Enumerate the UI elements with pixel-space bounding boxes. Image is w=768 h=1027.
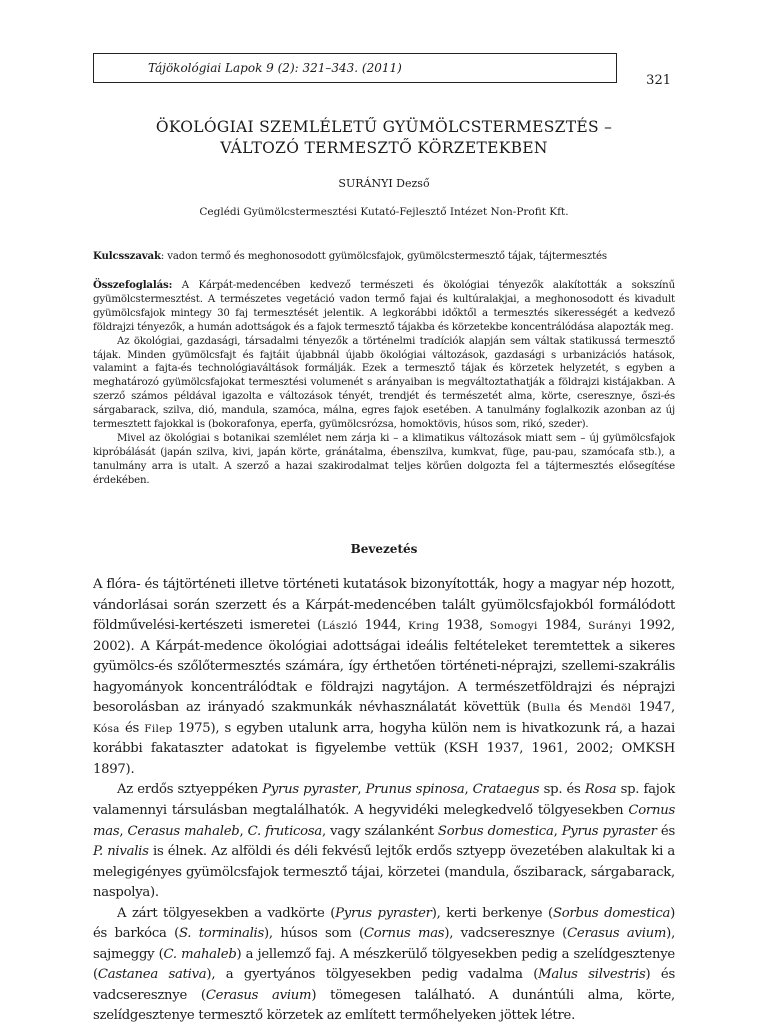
author-affiliation: Ceglédi Gyümölcstermesztési Kutató-Fejlesztő Intézet Non-Profit Kft. bbox=[199, 206, 569, 218]
citation-author: Bulla bbox=[531, 702, 561, 715]
citation-author: László bbox=[322, 620, 358, 633]
species-name: Cerasus avium bbox=[567, 926, 667, 942]
author-name: SURÁNYI Dezső bbox=[338, 177, 430, 190]
citation-author: Mendöl bbox=[589, 702, 632, 715]
keywords-text: : vadon termő és meghonosodott gyümölcsfajok, gyümölcstermesztő tájak, tájtermesztés bbox=[160, 251, 608, 262]
citation-author: Filep bbox=[144, 722, 173, 735]
species-name: Crataegus bbox=[472, 782, 540, 798]
species-name: Pyrus pyraster bbox=[561, 823, 657, 839]
journal-citation: Tájökológiai Lapok 9 (2): 321–343. (2011) bbox=[148, 61, 402, 75]
body-paragraph-3: A zárt tölgyesekben a vadkörte (Pyrus pyraster), kerti berkenye (Sorbus domestica) és barkóca (S. torminalis), húsos som (Cornus mas), vadcseresznye (Cerasus avium), sajmeggy (C. mahaleb) a jellemző faj. A mészkerülő tölgyesekben pedig a szelídgesztenye (Castanea sativa), a gyertyános tölgyesekben pedig vadalma (Malus silvestris) és vadcseresznye (Cerasus avium) tömegesen található. A dunántúli alma, körte, szelídgesztenye termesztő körzetek az említett termőhelyeken jöttek létre. bbox=[93, 905, 676, 1024]
species-name: Rosa bbox=[584, 782, 617, 798]
species-name: Malus silvestris bbox=[538, 967, 646, 983]
journal-citation-box bbox=[93, 53, 617, 83]
title-line-2: VÁLTOZÓ TERMESZTŐ KÖRZETEKBEN bbox=[220, 139, 548, 157]
abstract-paragraph-1: Összefoglalás: A Kárpát-medencében kedvező természeti és ökológiai tényezők alakították a sokszínű gyümölcstermesztést. A természetes vegetáció vadon termő fajai és kultúralakjai, a meghonosodott és kivadult gyümölcsfajok mintegy 30 faj termesztését jelentik. A legkorábbi időktől a termesztés sikerességét a kedvező földrajzi tényezők, a humán adottságok és a fajok termesztő tájakba és körzetekbe koncentrálódása alapozták meg. bbox=[93, 279, 675, 333]
species-name: C. mahaleb bbox=[163, 946, 237, 962]
species-name: S. torminalis bbox=[178, 926, 265, 942]
citation-author: Kring bbox=[408, 620, 440, 633]
abstract-paragraph-2: Az ökológiai, gazdasági, társadalmi tényezők a történelmi tradíciók alapján sem váltak statikussá termesztő tájak. Minden gyümölcsfajt és fajtáit újabbnál újabb ökológiai változások, gazdasági s urbanizációs hatások, valamint a fajta-és technológiaváltások formálják. Ezek a termesztő tájak és körzetek helyzetét, s egyben a meghatározó gyümölcsfajokat termesztési volumenét s arányaiban is megváltoztathatják a földrajzi kistájakban. A szerző számos példával igazolta e változások tényét, trendjét és természetét alma, körte, cseresznye, őszi-és sárgabarack, szilva, dió, mandula, szamóca, málna, egres fajok esetében. A tanulmány foglalkozik azonban az új termesztett fajokkal is (bokorafonya, eperfa, gyümölcsrózsa, homoktövis, húsos som, rikó, szeder). bbox=[93, 335, 675, 431]
species-name: Prunus spinosa bbox=[365, 782, 465, 798]
citation-author: Somogyi bbox=[489, 620, 538, 633]
abstract-paragraph-3: Mivel az ökológiai s botanikai szemlélet nem zárja ki – a klimatikus változások miatt sem – új gyümölcsfajok kipróbálását (japán szilva, kivi, japán körte, gránátalma, ébenszilva, kumkvat, füge, pau-pau, szamócafa stb.), a tanulmány arra is utalt. A szerző a hazai szakirodalmat teljes körűen dolgozta fel a tájtermesztés elősegítése érdekében. bbox=[93, 432, 675, 486]
section-heading: Bevezetés bbox=[350, 542, 418, 556]
species-name: Cornus mas bbox=[363, 926, 445, 942]
body-text bbox=[93, 575, 675, 1027]
page-number: 321 bbox=[646, 73, 671, 88]
abstract-label: Összefoglalás: bbox=[93, 279, 173, 291]
species-name: C. fruticosa bbox=[247, 823, 322, 839]
citation-author: Surányi bbox=[588, 620, 632, 633]
body-paragraph-1: A flóra- és tájtörténeti illetve történeti kutatások bizonyították, hogy a magyar nép hozott, vándorlásai során szerzett és a Kárpát-medencében talált gyümölcsfajokból formálódott földművelési-kertészeti ismeretei (László 1944, Kring 1938, Somogyi 1984, Surányi 1992, 2002). A Kárpát-medence ökológiai adottságai ideális feltételeket teremtettek a sikeres gyümölcs-és szőlőtermesztés számára, így érthetően történeti-néprajzi, szellemi-szakrális hagyományok koncentrálódtak e földrajzi nagytájon. A természetföldrajzi és néprajzi besorolásban az irányadó szakmunkák névhasználatát követtük (Bulla és Mendöl 1947, Kósa és Filep 1975), s egyben utalunk arra, hogyha külön nem is hivatkozunk rá, a hazai korábbi fakataszter adatokat is figyelembe vettük (KSH 1937, 1961, 2002; OMKSH 1897). bbox=[93, 577, 675, 777]
abstract bbox=[93, 279, 675, 488]
paper-title bbox=[93, 117, 675, 159]
citation-author: Kósa bbox=[93, 722, 120, 735]
title-line-1: ÖKOLÓGIAI SZEMLÉLETŰ GYÜMÖLCSTERMESZTÉS – bbox=[155, 118, 613, 136]
species-name: Sorbus domestica bbox=[437, 823, 554, 839]
species-name: Castanea sativa bbox=[97, 967, 207, 983]
species-name: P. nivalis bbox=[93, 844, 149, 860]
keywords-label: Kulcsszavak bbox=[93, 250, 161, 262]
species-name: Cornus mas bbox=[93, 803, 675, 839]
species-name: Pyrus pyraster bbox=[335, 905, 432, 921]
species-name: Pyrus pyraster bbox=[262, 782, 358, 798]
body-paragraph-2: Az erdős sztyeppéken Pyrus pyraster, Prunus spinosa, Crataegus sp. és Rosa sp. fajok valamennyi társulásban megtalálhatók. A hegyvidéki melegkedvelő tölgyesekben Cornus mas, Cerasus mahaleb, C. fruticosa, vagy szálanként Sorbus domestica, Pyrus pyraster és P. nivalis is élnek. Az alföldi és déli fekvésű lejtők erdős sztyepp övezetében alakultak ki a melegigényes gyümölcsfajok termesztő tájai, körzetei (mandula, őszibarack, sárgabarack, naspolya). bbox=[93, 782, 675, 901]
keywords bbox=[93, 250, 675, 264]
species-name: Sorbus domestica bbox=[552, 905, 671, 921]
species-name: Cerasus mahaleb bbox=[127, 823, 240, 839]
species-name: Cerasus avium bbox=[205, 987, 312, 1003]
